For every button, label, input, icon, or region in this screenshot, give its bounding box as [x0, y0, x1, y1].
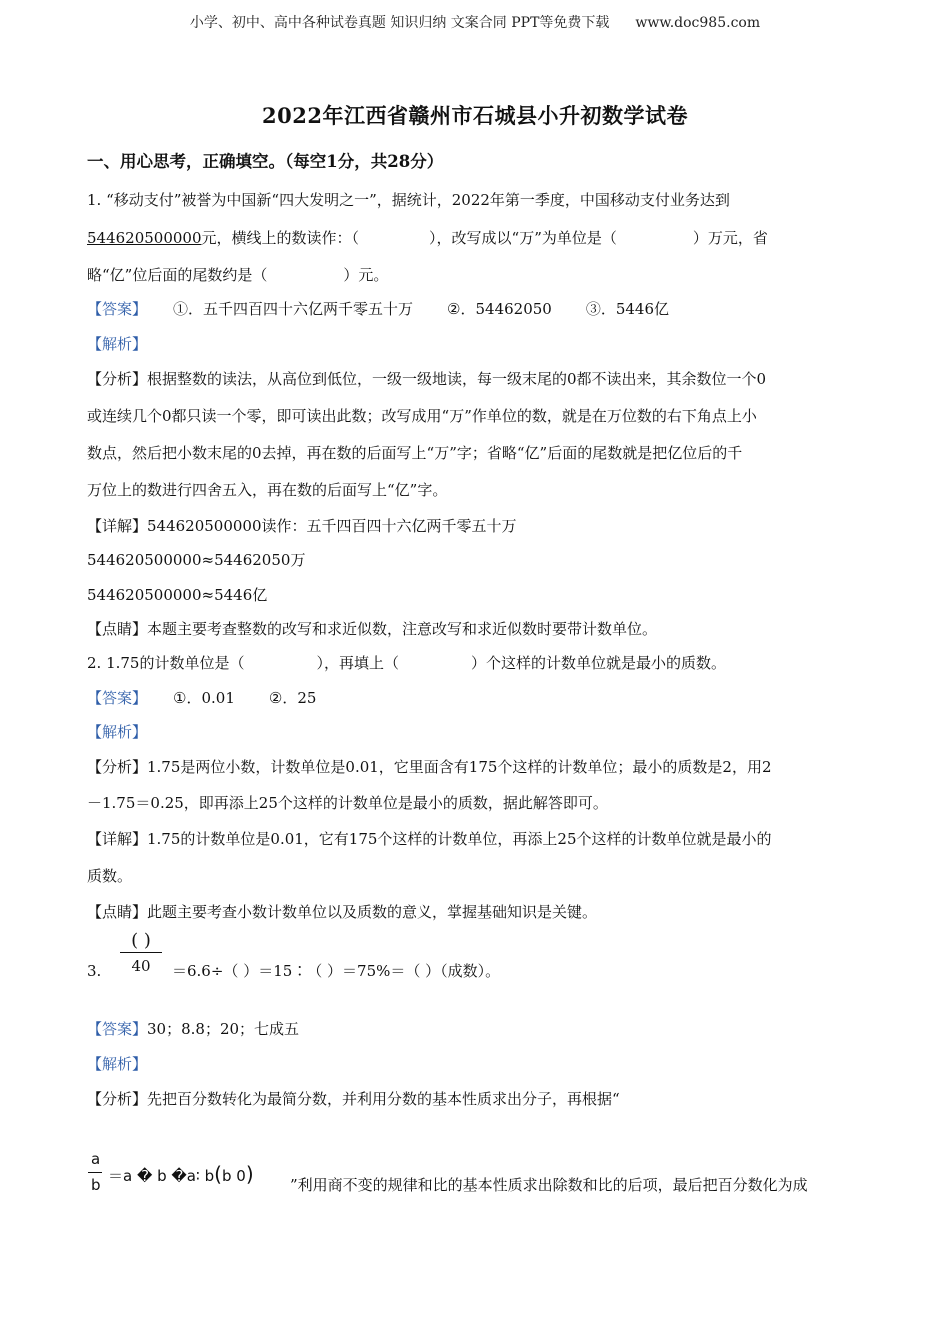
- q1-line3: [87, 265, 388, 285]
- q2-text-c: ）个这样的计数单位就是最小的质数。: [471, 654, 727, 672]
- q1-answer-1: ①．五千四百四十六亿两千零五十万: [173, 300, 414, 318]
- q2-text-a: 2. 1.75的计数单位是（: [87, 654, 245, 672]
- q1-fenxi-4: 万位上的数进行四舍五入，再在数的后面写上“亿”字。: [87, 481, 448, 499]
- fraction: [116, 930, 166, 975]
- q2-answer-2: ②．25: [268, 689, 317, 707]
- q3-answer: [87, 1019, 299, 1039]
- q1-text-d: 略“亿”位后面的尾数约是（: [87, 266, 268, 284]
- q1-fenxi-1: 【分析】根据整数的读法，从高位到低位，一级一级地读，每一级末尾的0都不读出来，其余数位一个0: [87, 370, 767, 388]
- formula-b: b: [91, 1176, 101, 1194]
- q1-xiangjie-3: 544620500000≈5446亿: [87, 586, 268, 604]
- q1-text-e: ）元。: [343, 266, 389, 284]
- q2-fenxi-2: －1.75＝0.25，即再添上25个这样的计数单位是最小的质数，据此解答即可。: [87, 794, 608, 812]
- q2-analysis-label: 【解析】: [87, 723, 148, 741]
- formula-paren-open: (: [214, 1162, 222, 1186]
- q1-text-b: ），改写成以“万”为单位是（: [429, 229, 617, 247]
- q1-answer: [87, 299, 669, 319]
- q2-dianjing: 【点睛】此题主要考查小数计数单位以及质数的意义，掌握基础知识是关键。: [87, 903, 598, 921]
- formula-fraction-bar: [88, 1172, 102, 1173]
- q2-xiangjie-2: 质数。: [87, 867, 133, 885]
- q1-text-a: 元，横线上的数读作：（: [201, 229, 360, 247]
- q1-line2: [87, 228, 768, 248]
- q3-line: ＝6.6÷（ ）＝15∶（ ）＝75%＝（ ）（成数）。: [172, 962, 501, 980]
- q3-tail: ”利用商不变的规律和比的基本性质求出除数和比的后项，最后把百分数化为成: [290, 1176, 808, 1194]
- page-title: 2022年江西省赣州市石城县小升初数学试卷: [262, 103, 688, 128]
- page-header: [0, 12, 950, 32]
- q1-xiangjie-1: 【详解】544620500000读作：五千四百四十六亿两千零五十万: [87, 517, 517, 535]
- fraction-numerator: ( ): [131, 930, 151, 951]
- q1-answer-3: ③．5446亿: [585, 300, 670, 318]
- q2-text-b: ），再填上（: [316, 654, 399, 672]
- q1-fenxi-2: 或连续几个0都只读一个零，即可读出此数；改写成用“万”作单位的数，就是在万位数的右下角点上小: [87, 407, 757, 425]
- q1-analysis-label: 【解析】: [87, 335, 148, 353]
- q3-answer-text: 30；8.8；20；七成五: [147, 1020, 300, 1038]
- q2-fenxi-1: 【分析】1.75是两位小数，计数单位是0.01，它里面含有175个这样的计数单位；最小的质数是2，用2: [87, 758, 772, 776]
- q1-answer-2: ②．54462050: [447, 300, 552, 318]
- answer-label: 【答案】: [87, 1020, 148, 1038]
- q1-text-c: ）万元，省: [692, 229, 768, 247]
- answer-label: 【答案】: [87, 300, 148, 318]
- formula-paren-close: ): [245, 1162, 254, 1186]
- q3-number: 3.: [87, 962, 102, 980]
- formula-a: a: [91, 1150, 101, 1168]
- q1-dianjing: 【点睛】本题主要考查整数的改写和求近似数，注意改写和求近似数时要带计数单位。: [87, 620, 658, 638]
- q1-line1: 1. “移动支付”被誉为中国新“四大发明之一”，据统计，2022年第一季度，中国移动支付业务达到: [87, 191, 730, 209]
- q1-fenxi-3: 数点，然后把小数末尾的0去掉，再在数的后面写上“万”字；省略“亿”后面的尾数就是把亿位后的千: [87, 444, 743, 462]
- header-site: www.doc985.com: [635, 15, 761, 31]
- formula-body: ＝a � b �a∶ b: [108, 1167, 215, 1185]
- fraction-denominator: 40: [131, 957, 151, 975]
- q2-answer-1: ①．0.01: [173, 689, 235, 707]
- header-text: 小学、初中、高中各种试卷真题 知识归纳 文案合同 PPT等免费下载: [189, 15, 610, 31]
- answer-label: 【答案】: [87, 689, 148, 707]
- q3-analysis-label: 【解析】: [87, 1055, 148, 1073]
- q1-number: 544620500000: [87, 229, 202, 247]
- q2-answer: [87, 688, 316, 708]
- fraction-bar: [120, 952, 162, 953]
- q1-xiangjie-2: 544620500000≈54462050万: [87, 551, 306, 569]
- q3-fenxi: 【分析】先把百分数转化为最简分数，并利用分数的基本性质求出分子，再根据“: [87, 1090, 620, 1108]
- formula-condition: b 0: [221, 1167, 246, 1185]
- q2-line: [87, 653, 726, 673]
- q2-xiangjie-1: 【详解】1.75的计数单位是0.01，它有175个这样的计数单位，再添上25个这样的计数单位就是最小的: [87, 830, 772, 848]
- formula-rest: [108, 1162, 254, 1186]
- section-heading: 一、用心思考，正确填空。（每空1分，共28分）: [87, 152, 444, 171]
